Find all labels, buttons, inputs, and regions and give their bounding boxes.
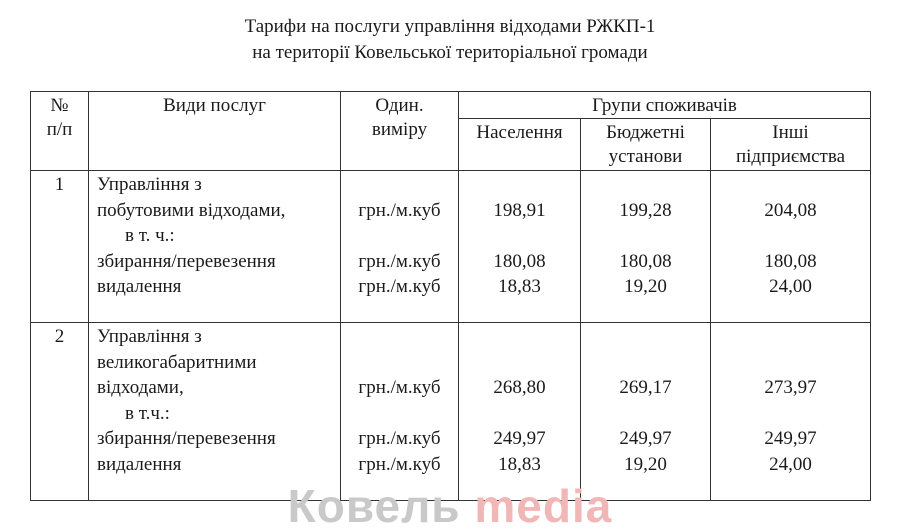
tariff-table bbox=[30, 91, 871, 501]
header-consumer-groups: Групи споживачів bbox=[459, 92, 871, 119]
service-description: Управління з великогабаритними відходами, в т.ч.: збирання/перевезення видалення bbox=[89, 323, 341, 501]
table-row bbox=[31, 323, 871, 501]
header-service-type: Види послуг bbox=[89, 92, 341, 171]
population-values: 268,80 249,97 18,83 bbox=[459, 323, 581, 501]
document-title-line-2: на території Ковельської територіальної громади bbox=[252, 42, 648, 63]
budget-values: 269,17 249,97 19,20 bbox=[581, 323, 711, 501]
header-number: № п/п bbox=[31, 92, 89, 171]
row-number: 2 bbox=[31, 323, 89, 501]
table-row bbox=[31, 171, 871, 323]
unit-cell: грн./м.куб грн./м.куб грн./м.куб bbox=[341, 171, 459, 323]
unit-cell: грн./м.куб грн./м.куб грн./м.куб bbox=[341, 323, 459, 501]
row-number: 1 bbox=[31, 171, 89, 323]
watermark bbox=[0, 480, 900, 532]
budget-values: 199,28 180,08 19,20 bbox=[581, 171, 711, 323]
header-unit: Один. виміру bbox=[341, 92, 459, 171]
header-budget-institutions: Бюджетні установи bbox=[581, 119, 711, 171]
service-description: Управління з побутовими відходами, в т. ч.: збирання/перевезення видалення bbox=[89, 171, 341, 323]
watermark-part-1: Ковель bbox=[287, 480, 461, 532]
header-other-enterprises: Інші підприємства bbox=[711, 119, 871, 171]
population-values: 198,91 180,08 18,83 bbox=[459, 171, 581, 323]
watermark-part-2: media bbox=[474, 480, 613, 532]
document-title-line-1: Тарифи на послуги управління відходами РЖКП-1 bbox=[244, 16, 656, 37]
other-values: 204,08 180,08 24,00 bbox=[711, 171, 871, 323]
other-values: 273,97 249,97 24,00 bbox=[711, 323, 871, 501]
header-population: Населення bbox=[459, 119, 581, 171]
